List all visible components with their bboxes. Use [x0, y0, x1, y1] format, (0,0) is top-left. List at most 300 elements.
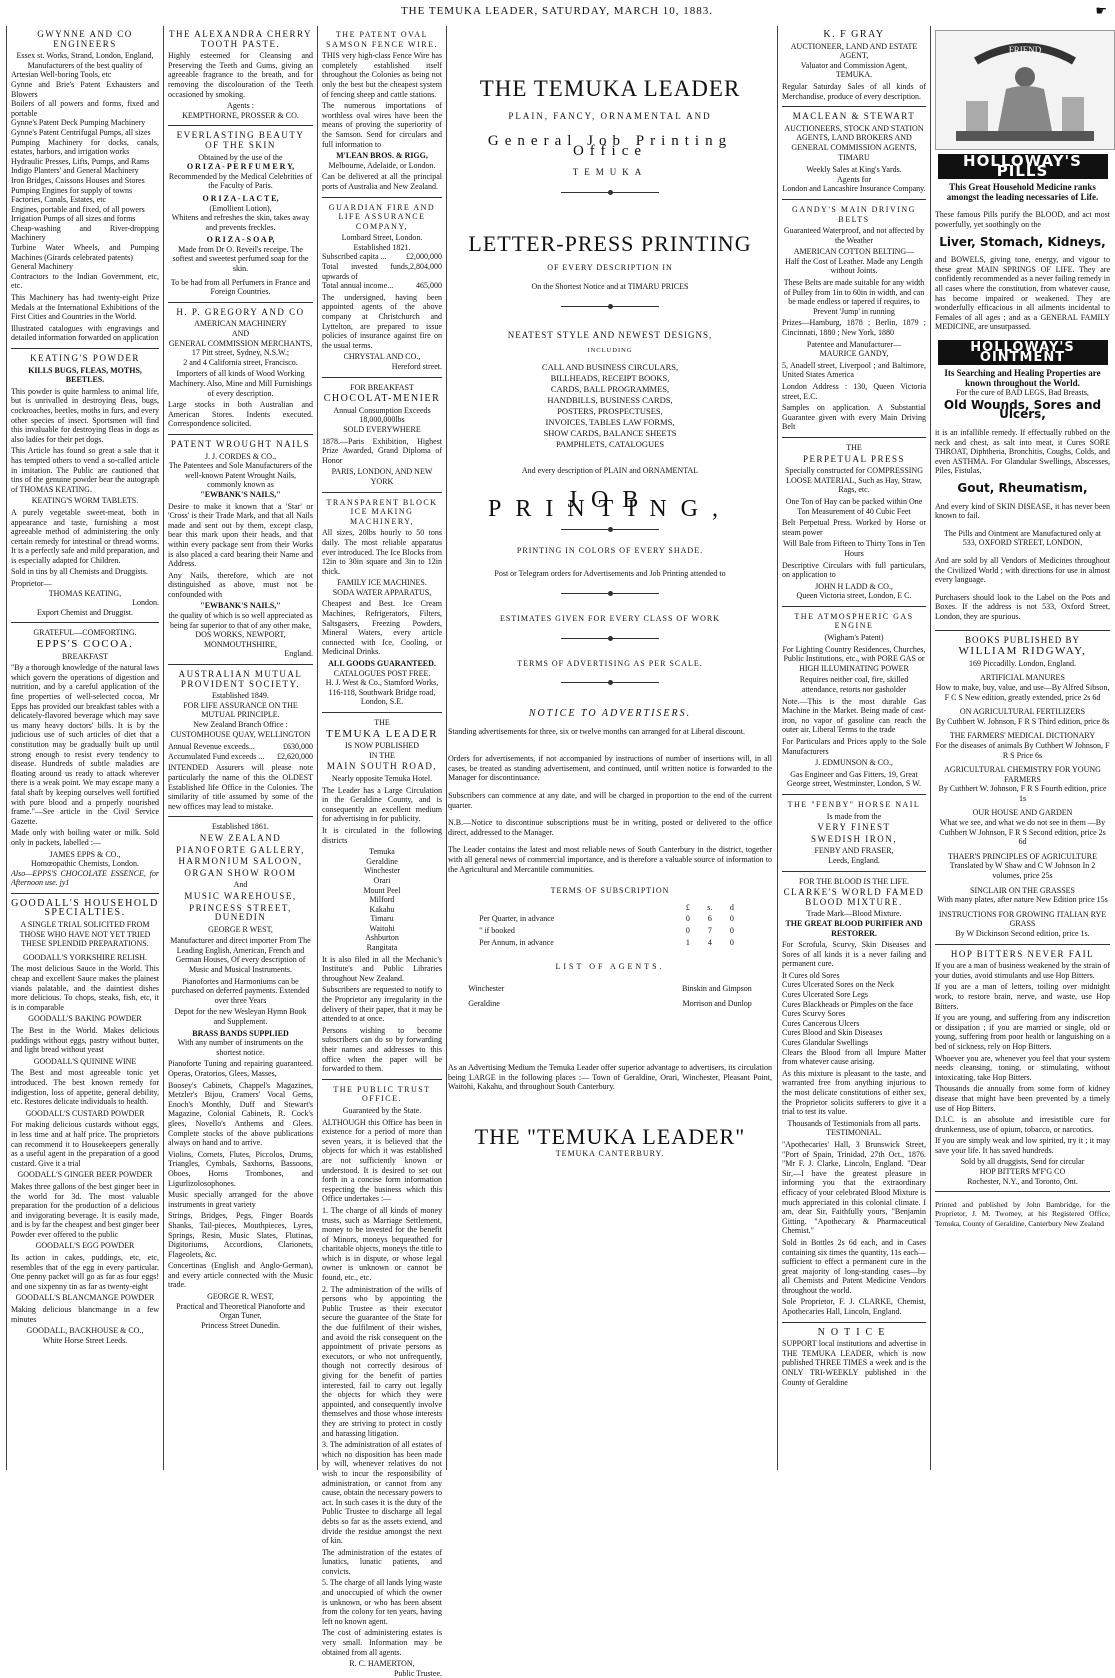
nzpiano-p10: Concertinas (English and Anglo-German), and every article connected with the Music trade. [168, 1261, 313, 1290]
gandy-p7: 5, Anadell street, Liverpool ; and Baltimore, United States America [782, 360, 926, 380]
book-desc: By Cuthbert W. Johnson, F R S Fourth edition, price 1s [938, 784, 1107, 803]
leader-pre: THE [374, 718, 390, 727]
district-item: Ashburton [365, 933, 399, 943]
subs-pence: 0 [729, 937, 734, 947]
clarke-p3: Thousands of Testimonials from all parts. [787, 1118, 921, 1128]
holloway-p2: These famous Pills purify the BLOOD, and act most powerfully, yet soothingly on the [935, 210, 1110, 229]
alexandra-title: THE ALEXANDRA CHERRY TOOTH PASTE. [168, 29, 312, 49]
gray-p1: Regular Saturday Sales of all kinds of Merchandise, produce of every description. [782, 81, 926, 101]
center-footer-title: THE "TEMUKA LEADER" [474, 1123, 746, 1149]
gwynne-title: GWYNNE AND CO ENGINEERS [37, 29, 133, 49]
guardian-row-label: Total invested funds, upwards of [322, 262, 410, 281]
gregory-title: H. P. GREGORY AND CO [176, 306, 305, 317]
book-item [935, 808, 1110, 846]
list-item: Irrigation Pumps of all sizes and forms [11, 214, 136, 224]
press-addr: Queen Victoria street, London, E C. [796, 591, 912, 601]
clarke-testimonial-title: TESTIMONIAL. [826, 1128, 882, 1138]
district-item: Temuka [369, 847, 395, 857]
column-3 [318, 28, 446, 1678]
center-medium: As an Advertising Medium the Temuka Leader offer superior advantage to advertisers, its circulation being LARGE in the following places :— Town of Geraldine, Orari, Winchester, Pleasant Point, Waitohi, Kakahu, and throughout South Canterbury. [448, 1062, 772, 1092]
nzpiano-p7: Violins, Cornets, Flutes, Piccolos, Drums, Triangles, Cymbals, Saxhorns, Bassoons, Oboes, Horns Trombones, and Ligurlizolosophones. [168, 1149, 313, 1188]
ice-maker: H. J. West & Co., Stamford Works, [325, 678, 439, 688]
subs-label: Per Quarter, in advance [479, 914, 555, 924]
subscription-header-row [477, 902, 743, 914]
hop-p3: If you are young, and suffering from any indiscretion or dissipation ; if you are married or single, old or young, suffering from poor health or languishing on a bed of sickness, rely on Hop Bitters. [935, 1013, 1110, 1051]
notice-ad [782, 1328, 926, 1388]
clarke-pre: FOR THE BLOOD IS THE LIFE. [799, 876, 909, 886]
center-notice-p3: Subscribers can commence at any date, and will be charged in proportion to the end of the current quarter. [448, 791, 772, 810]
district-item: Waitohi [369, 923, 395, 933]
holloway-p4: Its Searching and Healing Properties are known throughout the World. [944, 368, 1101, 388]
trust-p7: The cost of administering estates is very small. Information may be obtained from all agents. [322, 1628, 442, 1657]
nzpiano-p8: Music specially arranged for the above instruments in great variety [168, 1190, 313, 1209]
print-list-item: POSTERS, PROSPECTUSES, [557, 405, 663, 416]
gray-title: K. F GRAY [823, 29, 885, 40]
list-item: Gynne and Brie's Patent Exhausters and Blowers [11, 79, 159, 99]
ice-p5: ALL GOODS GUARANTEED. [328, 659, 436, 669]
menier-p1: Annual Consumption Exceeds 18,000,000lbs [333, 405, 431, 425]
epps-also: Also—EPPS'S CHOCOLATE ESSENCE, for Afternoon use. jy1 [11, 868, 159, 888]
subs-shillings: 4 [707, 937, 712, 947]
leader-p5: The Leader has a Large Circulation in the Geraldine County, and is consequently an excellent medium for advertising in for publicity. [322, 785, 442, 824]
epps-p1: "By a thorough knowledge of the natural laws which govern the operations of digestion and nutrition, and by a careful application of the fine properties of well-selected cocoa, Mr Epps has provided our breakfast tables with a delicately-flavored beverage which may save us many heavy doctors' bills. It is by the judicious use of such articles of diet that a constitution may be gradually built up until strong enough to resist every tendency to disease. Hundreds of subtle maladies are floating around us ready to attack wherever there is a weak point. We may escape many a fatal shaft by keeping ourselves well fortified with pure blood and a properly nourished frame."—See article in the Civil Service Gazette. [11, 663, 159, 826]
cure-item: Cures Cancerous Ulcers [782, 1018, 860, 1028]
agent-town: Geraldine [468, 999, 500, 1009]
goodall-quinine: The Best and most agreeable tonic yet introduced. The best known remedy for indigestion, loss of appetite, general debility, etc. Restores delicate individuals to health. [11, 1068, 159, 1107]
keating-ad [11, 354, 159, 617]
book-item [935, 707, 1110, 726]
guardian-agent-addr: Hereford street. [391, 362, 442, 371]
goodall-quinine-title: GOODALL'S QUININE WINE [33, 1056, 137, 1066]
agent-town: Winchester [468, 983, 505, 993]
nzpiano-p6: Boosey's Cabinets, Chappel's Magazines, Metzler's Bijou, Cramers' Vocal Gems, Enoch's Monthly, Duff and Stewart's Magazine, Colonial Cabinets, R. Cock's glees, Novello's Anthems and Glees. Complete stocks of the above publications always on hand and to arrive. [168, 1080, 313, 1148]
gas-p4: For Particulars and Prices apply to the Sole Manufacturers [782, 737, 926, 756]
clarke-p5: Sold in Bottles 2s 6d each, and in Cases containing six times the quantity, 11s each—sufficient to effect a permanent cure in the great majority of long-standing cases—by all Chemists and Patent Medicine Vendors throughout the world. [782, 1237, 926, 1295]
book-title: THE FARMERS' MEDICAL DICTIONARY [949, 731, 1096, 741]
gray-ad [782, 30, 926, 101]
book-title: THAER'S PRINCIPLES OF AGRICULTURE [948, 851, 1097, 861]
center-notice-p5: The Leader contains the latest and most reliable news of South Canterbury in the district, together with all general news of commercial importance, and is therefore a valuable source of information to the Agricultural and Mercantile communities. [448, 845, 772, 874]
nails-maker: J. J. CORDES & CO., [204, 451, 277, 461]
nails-brand: "EWBANK'S NAILS," [200, 489, 281, 499]
agent-name: Morrison and Dunlop [682, 999, 752, 1009]
menier-p3: 1878.—Paris Exhibition, Highest Prize Awarded, Grand Diploma of Honor [322, 436, 442, 465]
epps-sub: BREAKFAST [61, 651, 109, 661]
nails-title: PATENT WROUGHT NAILS [170, 438, 311, 449]
gregory-sub3: GENERAL COMMISSION MERCHANTS, [168, 338, 313, 348]
fence-agent: M'LEAN BROS. & RIGG, [336, 151, 428, 161]
center-subs-title: TERMS OF SUBSCRIPTION [550, 886, 670, 896]
subs-shillings: 7 [707, 926, 712, 935]
center-print-list [448, 362, 772, 450]
gas-p1: For Lighting Country Residences, Churches, Public Institutions, etc., with PORE GAS or HIGH ILLUMINATING POWER [782, 644, 926, 673]
book-title: OUR HOUSE AND GARDEN [972, 808, 1073, 818]
subscription-row [477, 913, 743, 925]
subscription-row [477, 937, 743, 949]
district-item: Winchester [363, 866, 401, 876]
holloway-p5: For the cure of BAD LEGS, Bad Breasts, [956, 388, 1089, 398]
amp-fund-val: £2,620,000 [277, 751, 313, 761]
leader-p1: IS NOW PUBLISHED [344, 741, 420, 751]
cure-item: Cures Blood and Skin Diseases [782, 1028, 883, 1038]
book-title: SINCLAIR ON THE GRASSES [970, 885, 1075, 895]
fenby-name: FENBY AND FRASER, [814, 846, 894, 856]
hop-p7: If you are simply weak and low spirited, try it ; it may save your life. It has saved hundreds. [935, 1136, 1110, 1155]
gwynne-p1: This Machinery has had twenty-eight Prize Medals at the International Exhibitions of the First Cities and Countries in the World. [11, 293, 159, 322]
agents-rows [466, 982, 754, 1011]
nzpiano-p3: Depot for the new Wesleyan Hymn Book and Supplement. [174, 1007, 307, 1027]
figure-urn-icon [966, 101, 988, 131]
leader-p9: Persons wishing to become subscribers can do so by forwarding their names and addresses to this office when the paper will be forwarded to them. [322, 1025, 442, 1074]
goodall-maker: GOODALL, BACKHOUSE & CO., [26, 1326, 144, 1336]
list-item: Gynne's Patent Centrifugal Pumps, all sizes [11, 127, 151, 137]
column-1 [7, 28, 163, 1468]
books-ad [935, 636, 1110, 939]
goodall-egg: Its action in cakes, puddings, etc, etc, resembles that of the egg in every particular. One penny packet will go as far as four eggs! and one sixpenny tin as far as twenty-eight [11, 1253, 159, 1291]
keating-p4: Sold in tins by all Chemists and Druggists. [11, 567, 148, 577]
goodall-ginger-title: GOODALL'S GINGER BEER POWDER [17, 1170, 153, 1180]
ice-p3: SODA WATER APPARATUS, [332, 587, 432, 597]
center-notice-title: NOTICE TO ADVERTISERS. [528, 708, 692, 720]
goodall-p1: A SINGLE TRIAL SOLICITED FROM THOSE WHO HAVE NOT YET TRIED THESE SPLENDID PREPARATIONS. [19, 920, 151, 949]
center-notice-p4: N.B.—Notice to discontinue subscriptions must be in writing, posted or delivered to the office direct, addressed to the Manager. [448, 818, 772, 837]
cure-item: Cures Glandular Swellings [782, 1038, 869, 1048]
oriza-lacte: O R I Z A - L A C T E, [202, 193, 279, 203]
gandy-name: MAURICE GANDY, [819, 349, 889, 359]
subs-head-pence: d [729, 902, 734, 912]
subs-pounds: 0 [685, 914, 690, 924]
hop-p2: If you are a man of letters, toiling over midnight work, to restore brain, nerve, and waste, use Hop Bitters. [935, 982, 1110, 1011]
agent-row [466, 982, 754, 996]
list-item: Factories, Canals, Estates, etc [11, 195, 107, 205]
leader-ad [322, 718, 442, 1074]
column-5 [931, 28, 1114, 1468]
hop-p8: Sold by all druggists, Send for circular [960, 1157, 1085, 1167]
goodall-ad [11, 899, 159, 1346]
subs-pence: 0 [729, 914, 734, 924]
guardian-rows [322, 252, 442, 290]
center-shortest-notice: On the Shortest Notice and at TIMARU PRICES [531, 282, 689, 292]
print-list-item: HANDBILLS, BUSINESS CARDS, [547, 394, 673, 405]
subscription-rows [477, 913, 743, 948]
figure-base-icon [956, 131, 1094, 141]
subscription-row [477, 925, 743, 937]
trust-ad [322, 1085, 442, 1678]
oriza-p2: Recommended by the Medical Celebrities of the Faculty of Paris. [168, 171, 313, 191]
subs-shillings: 6 [707, 914, 712, 924]
holloway-p7: And every kind of SKIN DISEASE, it has never been known to fail. [935, 501, 1110, 521]
list-item: Hydraulic Presses, Lifts, Pumps, and Rams [11, 156, 150, 166]
goodall-title: GOODALL'S HOUSEHOLD SPECIALTIES. [11, 897, 159, 919]
center-letterpress: LETTER-PRESS PRINTING [468, 230, 752, 256]
keating-proprietor: Proprietor— [11, 579, 52, 589]
ice-ad [322, 498, 442, 707]
hop-p6: D.I.C. is an absolute and irresistible cure for drunkenness, use of opium, tobacco, or narcotics. [935, 1115, 1110, 1134]
epps-title: EPPS'S COCOA. [36, 638, 134, 651]
holloway-gout: Gout, Rheumatism, [957, 481, 1088, 496]
leader-p8: Subscribers are requested to notify to the Proprietor any irregularity in the delivery of their paper, that it may be attended to at once. [322, 985, 442, 1024]
holloway-engraving [936, 31, 1114, 149]
gandy-ad [782, 205, 926, 432]
fenby-p1: Is made from the [826, 811, 882, 821]
figure-robe-icon [998, 86, 1052, 131]
nails-p2: Desire to make it known that a 'Star' or 'Cross' is their Trade Mark, and that all Nails made and sent out by them, except clasp, bear this mark upon their heads, and that within every package sent from their Works is also placed a card bearing their Name and Address. [168, 501, 313, 569]
gandy-p5: Prizes—Hamburg, 1878 ; Berlin, 1879 ; Cincinnati, 1880 ; New York, 1880 [782, 318, 926, 338]
press-p2: One Ton of Hay can be packed within One Ton Measurement of 40 Cubic Feet [785, 496, 923, 516]
nails-works: DOS WORKS, NEWPORT, [195, 630, 286, 640]
amp-title: AUSTRALIAN MUTUAL PROVIDENT SOCIETY. [178, 669, 303, 689]
amp-fund-row [168, 752, 313, 762]
center-temuka: TEMUKA [572, 167, 648, 178]
book-title: INSTRUCTIONS FOR GROWING ITALIAN RYE GRASS [938, 909, 1107, 929]
oriza-title: EVERLASTING BEAUTY OF THE SKIN [176, 130, 305, 150]
fenby-city: Leeds, England. [828, 855, 880, 865]
imprint: Printed and published by John Bambridge, for the Proprietor, J. M. Twomey, at his Registered Office, Temuka, County of Geraldine, Canterbury New Zealand [935, 1199, 1110, 1228]
menier-pre: FOR BREAKFAST [350, 382, 414, 392]
ice-p4: Cheapest and Best. Ice Cream Machines, Refrigerators, Filters, Saltsgasers, Freezing Powders, Mineral Waters, every article connected with Ice, Cooling, or Medicinal Drinks. [322, 599, 442, 657]
trust-p1: ALTHOUGH this Office has been in existence for a period of more than seven years, it is believed that the objects for which it was established are not sufficiently known or understood. It is desired to set out forth in a concise form information respecting the business which this Office undertakes :— [322, 1117, 442, 1204]
center-terms: TERMS OF ADVERTISING AS PER SCALE. [517, 658, 703, 668]
gandy-p3: Half the Cost of Leather. Made any Length without Joints. [785, 256, 923, 276]
nzpiano-p5: Pianoforte Tuning and repairing guaranteed. Operas, Oratorios, Glees, Masses, [168, 1059, 313, 1078]
print-list-item: BILLHEADS, RECEIPT BOOKS, [550, 372, 670, 383]
gregory-sub1: AMERICAN MACHINERY [194, 319, 287, 329]
center-every-description: OF EVERY DESCRIPTION IN [547, 262, 673, 272]
leader-p6: It is circulated in the following districts [322, 825, 442, 845]
gas-p5: Gas Engineer and Gas Fitters, 19, Great George street, Westminster, London, S W. [786, 769, 922, 789]
fence-city: Melbourne, Adelaide, or London. [328, 160, 436, 170]
district-item: Geraldine [366, 856, 398, 866]
gandy-p6: Patentee and Manufacturer— [806, 339, 902, 349]
press-p5: Descriptive Circulars with full particulars, on application to [782, 560, 926, 580]
ice-p2: FAMILY ICE MACHINES. [337, 578, 427, 588]
menier-ad [322, 383, 442, 487]
nzpiano-t5: And [233, 880, 248, 890]
goodall-custard-title: GOODALL'S CUSTARD POWDER [25, 1108, 145, 1118]
holloway-banner-text: FRIEND [1008, 45, 1042, 55]
gregory-p2: Large stocks in both Australian and American Stores. Indents executed. Correspondence solicited. [168, 400, 313, 429]
nails-p4: the quality of which is so well appreciated as being far superior to that of any other make, [168, 611, 313, 630]
cure-item: Clears the Blood from all Impure Matter from whatever cause arising. [782, 1047, 926, 1067]
holloway-pills-banner: HOLLOWAY'S PILLS [938, 154, 1108, 179]
nails-county: MONMOUTHSHIRE, [203, 639, 278, 649]
gandy-title: GANDY'S MAIN DRIVING BELTS [792, 204, 916, 224]
press-p1: Specially constructed for COMPRESSING LOOSE MATERIAL, Such as Hay, Straw, Rags, etc. [785, 466, 923, 495]
trust-p3: 2. The administration of the wills of persons who by appointing the Public Trustee as their executor secure the guarantee of the State for the due fulfilment of their wishes, and avoid the risk consequent on the appointment of private persons as executors, or who not unfrequently, though not correctly desirous of giving for the benefit of parties interested, fail to carry out legally the objects for which they were appointed, and consequently involve themselves and those whose interests they are striving to protect in costly and harassing litigation. [322, 1284, 442, 1438]
gas-sub: (Wigham's Patent) [824, 633, 884, 643]
holloway-p9: And are sold by all Vendors of Medicines throughout the Civilized World ; with directions for use in almost every language. [935, 556, 1110, 585]
gandy-p1: Guaranteed Waterproof, and not affected by the Weather [783, 226, 925, 245]
gwynne-p2: Illustrated catalogues with engravings and detailed information forwarded on application [11, 323, 159, 343]
amp-rev-val: £630,000 [283, 742, 313, 752]
oriza-name: O R I Z A - P E R F U M E R Y, [186, 162, 295, 172]
book-item [935, 731, 1110, 760]
oriza-ad [168, 131, 313, 297]
book-desc: By W Dickinson Second edition, price 1s. [955, 929, 1090, 938]
goodall-baking: The Best in the World. Makes delicious puddings without eggs, pastry without butter, and light bread without yeast [11, 1026, 159, 1055]
ornament-divider [561, 593, 658, 594]
oriza-p1: Obtained by the use of the [198, 152, 283, 162]
book-desc: Translated by W Shaw and C W Johnson In 2 volumes, price 25s [949, 861, 1096, 881]
list-item: General Machinery [11, 262, 73, 272]
keating-export: Export Chemist and Druggist. [37, 607, 133, 617]
center-footer-place: TEMUKA CANTERBURY. [555, 1149, 665, 1159]
keating-worm-title: KEATING'S WORM TABLETS. [31, 496, 139, 506]
gregory-addr1: 17 Pitt street, Sydney, N.S.W.; [191, 348, 290, 358]
alexandra-agent-names: KEMPTHORNE, PROSSER & CO. [182, 110, 299, 120]
book-item [935, 886, 1110, 905]
book-item [935, 852, 1110, 881]
guardian-p1: The undersigned, having been appointed agents of the above company at Christchurch and Lyttelton, are prepared to issue policies of insurance against fire on the usual terms. [322, 292, 442, 350]
district-item: Milford [369, 895, 395, 905]
list-item: Pumping Engines for supply of towns [11, 185, 133, 195]
pointing-hand-icon: ☛ [1095, 3, 1108, 18]
cure-item: Cures Scurvy Sores [782, 1009, 846, 1019]
cure-item: Cures Ulcerated Sores on the Neck [782, 980, 895, 990]
guardian-row-value: £2,000,000 [406, 252, 442, 262]
goodall-custard: For making delicious custards without eggs, in less time and at half price. The proprietors can recommend it to Housekeepers generally as a useful agent in the preparation of a good custard. Give it a trial [11, 1120, 159, 1168]
keating-p3: A purely vegetable sweet-meat, both in appearance and taste, furnishing a most agreeable method of administering the only certain remedy for intestinal or thread worms. It is a perfectly safe and mild preparation, and is especially adapted for Children. [11, 507, 159, 565]
gandy-p9: Samples on application. A Substantial Guarantee given with every Main Driving Belt [782, 403, 926, 432]
epps-chem: Homœopathic Chemists, London. [31, 859, 139, 869]
ice-p1: All sizes, 20lbs hourly to 50 tons daily. The most reliable apparatus ever introduced. The Ice Blocks from 12in to 30in square and 3in to 12in thick. [322, 528, 442, 576]
fence-ad [322, 30, 442, 192]
nzpiano-t6: MUSIC WAREHOUSE, [184, 890, 297, 901]
goodall-relish-title: GOODALL'S YORKSHIRE RELISH. [22, 952, 148, 962]
trust-role: Public Trustee. [393, 1668, 442, 1678]
center-neatest: NEATEST STYLE AND NEWEST DESIGNS, [507, 329, 713, 340]
keating-city: London. [132, 598, 159, 608]
fenby-p2: VERY FINEST [817, 822, 891, 833]
guardian-row-value: 2,804,000 [410, 262, 442, 272]
gregory-addr2: 2 and 4 California street, Francisco. [183, 357, 298, 367]
center-job-printing: JOB PRINTING, [488, 486, 732, 523]
keating-title: KEATING'S POWDER [30, 353, 140, 363]
center-title: THE TEMUKA LEADER [479, 76, 741, 101]
holloway-organs: Liver, Stomach, Kidneys, [939, 234, 1106, 249]
amp-p2: INTENDED Assurers will please note particularly the name of this the OLDEST Established life Office in the Colonies. The similarity of title assumed by some of the new offices may lead to mistake. [168, 763, 313, 811]
center-column [448, 28, 772, 1468]
book-desc: With many plates, after nature New Edition price 15s [937, 895, 1108, 905]
district-item: Rangitata [366, 943, 398, 953]
nzpiano-p9: Strings, Bridges, Pegs, Finger Boards Shanks, Tail-pieces, Mouthpieces, Lyres, Springs, Resin, Music Slates, Flutinas, Digitoriums, Accordions, Clarionets, Flageolets, &c. [168, 1211, 313, 1259]
nzpiano-t1: NEW ZEALAND [199, 832, 282, 843]
center-post-orders: Post or Telegram orders for Advertisements and Job Printing attended to [494, 569, 726, 579]
holloway-addr: 533, OXFORD STREET, LONDON, [962, 538, 1083, 548]
masthead-text: THE TEMUKA LEADER, SATURDAY, MARCH 10, 1883. [400, 5, 714, 17]
gas-p2: Requires neither coal, fire, skilled attendance, retorts nor gasholder [799, 675, 909, 695]
clarke-p6: Sole Proprietor, F. J. CLARKE, Chemist, Apothecaries Hall, Lincoln, England. [782, 1297, 926, 1317]
nzpiano-t4: ORGAN SHOW ROOM [184, 867, 297, 878]
amp-addr: CUSTOMHOUSE QUAY, WELLINGTON [170, 729, 311, 739]
maclean-title: MACLEAN & STEWART [792, 111, 916, 122]
alexandra-p1: Highly esteemed for Cleansing and Preserving the Teeth and Gums, giving an agreeable fragrance to the breath, and for removing the discolouration of the Teeth occasioned by smoking. [168, 51, 313, 99]
goodall-blanc-title: GOODALL'S BLANCMANGE POWDER [15, 1293, 155, 1303]
center-agents-title: LIST OF AGENTS. [555, 962, 665, 972]
book-desc: What we see, and what we do not see in them —By Cuthbert W Johnson, F R S Second edition, price 2s 6d [939, 818, 1106, 847]
ornament-divider [561, 638, 658, 639]
menier-title: CHOCOLAT-MENIER [323, 393, 441, 405]
books-pre: BOOKS PUBLISHED BY [964, 634, 1080, 645]
column-2 [164, 28, 317, 1468]
holloway-p3: and BOWELS, giving tone, energy, and vigour to these great MAIN SPRINGS OF LIFE. They are confidently recommended as a never failing remedy in all cases where the constitution, from whatever cause, has become impaired or weakened. They are wonderfully efficacious in all ailments incidental to Females of all ages ; and as a GENERAL FAMILY MEDICINE, are unsurpassed. [935, 255, 1110, 332]
clarke-t2: THE GREAT BLOOD PURIFIER AND RESTORER. [785, 918, 923, 938]
guardian-row-label: Subscribed capita ... [322, 252, 387, 262]
clarke-title: CLARKE'S WORLD FAMED BLOOD MIXTURE. [783, 887, 925, 907]
amp-revenue-row [168, 742, 313, 752]
nails-ad [168, 440, 313, 659]
center-estimates: ESTIMATES GIVEN FOR EVERY CLASS OF WORK [500, 613, 720, 623]
book-title: ON AGRICULTURAL FERTILIZERS [959, 707, 1086, 717]
nzpiano-p4: With any number of instruments on the shortest notice. [177, 1038, 304, 1057]
oriza-p4: Made from Dr O. Reveil's receipe. The softest and sweetest perfumed soap for the skin. [172, 244, 309, 274]
oriza-p3: Whitens and refreshes the skin, takes away and prevents freckles. [171, 213, 310, 232]
gandy-p2: AMERICAN COTTON BELTING— [793, 247, 915, 257]
seated-figure-engraving-icon [935, 30, 1115, 150]
book-item [935, 673, 1110, 702]
clarke-tm: Trade Mark—Blood Mixture. [806, 909, 902, 919]
cure-item: It Cures old Sores [782, 970, 840, 980]
fence-title: THE PATENT OVAL SAMSON FENCE WIRE. [326, 30, 438, 49]
list-item: Contractors to the Indian Government, etc, etc. [11, 271, 159, 291]
books-title: WILLIAM RIDGWAY, [958, 645, 1087, 658]
maclean-p3: London and Lancashire Insurance Company. [782, 184, 926, 194]
amp-office: New Zealand Branch Office : [193, 720, 288, 729]
hop-p1: If you are a man of business weakened by the strain of your duties, avoid stimulants and use Hop Bitters. [935, 961, 1110, 980]
gwynne-address: Essex st. Works, Strand, London, England, [16, 51, 154, 61]
list-item: Indigo Planters' and General Machinery [11, 166, 139, 176]
gandy-p4: These Belts are made suitable for any width of Pulley from 1in to 60in in width, and can be made endless or tapered if requires, to Prevent 'Jump' in running [783, 278, 925, 316]
nails-p3: Any Nails, therefore, which are not distinguished as above, must not be confounded with [168, 570, 313, 599]
press-pre: THE [846, 442, 862, 452]
holloway-p6: it is an infallible remedy. If effectually rubbed on the neck and chest, as salt into meat, it Cures SORE THROAT, Diphtheria, Bronchitis, Coughs, Colds, and even ASTHMA. For Glandular Swellings, Abscesses, Piles, Fistulas, [935, 428, 1110, 476]
nzpiano-ad [168, 822, 313, 1330]
ice-addr: 116-118, Southwark Bridge road, London, S.E. [328, 687, 436, 707]
keating-p1: This powder is quite harmless to animal life, but is unrivalled in destroying fleas, bugs, cockroaches, beetles, moths in furs, and every other species of insect. Sportsmen will find this invaluable for destroying fleas in dogs as also ladies for their pet dogs. [11, 386, 159, 444]
keating-p2: This Article has found so great a sale that it has tempted others to vend a so-called article in imitation. The Public are cautioned that tins of the genuine powder bear the autograph of THOMAS KEATING. [11, 446, 159, 494]
maclean-p2: Agents for [837, 174, 871, 184]
hop-maker: HOP BITTERS M'F'G CO [979, 1167, 1066, 1177]
agent-row [466, 997, 754, 1011]
agents-table [464, 980, 756, 1013]
nzpiano-brass: BRASS BANDS SUPPLIED [192, 1028, 289, 1038]
trust-title: THE PUBLIC TRUST OFFICE. [333, 1084, 431, 1104]
holloway-ointment-banner: HOLLOWAY'S OINTMENT [938, 340, 1108, 365]
ornament-divider [561, 192, 658, 193]
menier-p4: PARIS, LONDON, AND NEW YORK [331, 467, 433, 486]
subs-head-shillings: s. [707, 902, 713, 912]
ornament-divider [561, 529, 658, 530]
trust-sub: Guaranteed by the State. [342, 1105, 422, 1115]
fence-p2: The numerous importations of worthless oval wires have been the means of proving the superiority of the Samson. Send for circulars and full information to [322, 101, 442, 149]
nzpiano-name2: GEORGE R. WEST, [207, 1292, 274, 1302]
gas-p3: Note.—This is the most durable Gas Machine in the Market. Being made of cast-iron, no vapor of gasoline can reach the outer air. Liberal Terms to the trade [782, 696, 926, 735]
nzpiano-t2: PIANOFORTE GALLERY, [176, 844, 305, 855]
book-item [935, 910, 1110, 939]
ornament-divider [561, 306, 658, 307]
list-item: Pumping Machinery for docks, canals, estates, harbors, and irrigation works [11, 137, 159, 157]
notice-p1: SUPPORT local institutions and advertise in THE TEMUKA LEADER, which is now published THREE TIMES a week and is the ONLY TRI-WEEKLY published in the County of Geraldine [782, 1339, 926, 1387]
print-list-item: SHOW CARDS, BALANCE SHEETS [543, 427, 677, 438]
leader-p3: MAIN SOUTH ROAD, [326, 761, 438, 772]
subs-pence: 0 [729, 926, 734, 935]
figure-pedestal-icon [1062, 97, 1084, 131]
center-colors: PRINTING IN COLORS OF EVERY SHADE. [516, 545, 704, 555]
column-rule [446, 26, 447, 1470]
clarke-ad [782, 877, 926, 1317]
press-p3: Belt Perpetual Press. Worked by Horse or steam power [782, 518, 926, 537]
press-ad [782, 443, 926, 601]
